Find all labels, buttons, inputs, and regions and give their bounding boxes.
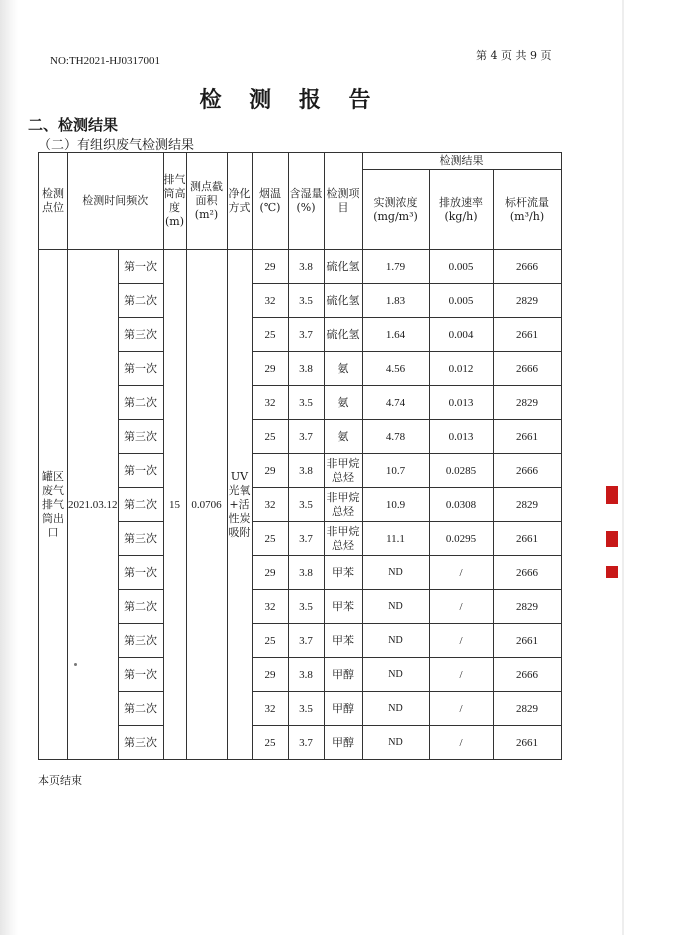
cell-frequency: 第一次 <box>118 454 163 488</box>
cell-temperature: 32 <box>252 386 288 420</box>
cell-moisture: 3.5 <box>288 488 324 522</box>
cell-temperature: 29 <box>252 250 288 284</box>
cell-temperature: 32 <box>252 284 288 318</box>
cell-frequency: 第三次 <box>118 522 163 556</box>
cell-moisture: 3.5 <box>288 590 324 624</box>
cell-frequency: 第二次 <box>118 590 163 624</box>
cell-point: 罐区废气排气筒出口 <box>39 250 68 760</box>
cell-frequency: 第一次 <box>118 352 163 386</box>
cell-temperature: 29 <box>252 658 288 692</box>
page-title: 检 测 报 告 <box>199 87 381 113</box>
cell-temperature: 29 <box>252 556 288 590</box>
cell-temperature: 25 <box>252 726 288 760</box>
header-time: 检测时间频次 <box>68 153 164 250</box>
cell-rate: / <box>429 624 493 658</box>
cell-rate: / <box>429 658 493 692</box>
header-height: 排气筒高度(m) <box>163 153 186 250</box>
cell-item: 氨 <box>324 386 362 420</box>
scan-fold-line <box>622 0 624 935</box>
cell-rate: 0.004 <box>429 318 493 352</box>
cell-concentration: 1.64 <box>362 318 429 352</box>
cell-temperature: 25 <box>252 318 288 352</box>
cell-temperature: 32 <box>252 590 288 624</box>
cell-flow: 2661 <box>493 624 561 658</box>
cell-concentration: 4.74 <box>362 386 429 420</box>
cell-flow: 2666 <box>493 250 561 284</box>
cell-item: 非甲烷总烃 <box>324 454 362 488</box>
cell-moisture: 3.7 <box>288 726 324 760</box>
cell-frequency: 第三次 <box>118 420 163 454</box>
cell-frequency: 第二次 <box>118 386 163 420</box>
cell-item: 甲醇 <box>324 692 362 726</box>
cell-concentration: 1.79 <box>362 250 429 284</box>
header-item: 检测项目 <box>324 153 362 250</box>
cell-moisture: 3.8 <box>288 454 324 488</box>
cell-flow: 2666 <box>493 658 561 692</box>
cell-item: 非甲烷总烃 <box>324 522 362 556</box>
cell-item: 非甲烷总烃 <box>324 488 362 522</box>
cell-temperature: 25 <box>252 420 288 454</box>
cell-flow: 2829 <box>493 692 561 726</box>
cell-moisture: 3.7 <box>288 624 324 658</box>
cell-flow: 2829 <box>493 386 561 420</box>
cell-flow: 2829 <box>493 284 561 318</box>
cell-item: 甲苯 <box>324 556 362 590</box>
cell-flow: 2666 <box>493 352 561 386</box>
cell-temperature: 32 <box>252 692 288 726</box>
cell-concentration: ND <box>362 692 429 726</box>
cell-rate: / <box>429 556 493 590</box>
cell-temperature: 29 <box>252 352 288 386</box>
cell-rate: 0.0308 <box>429 488 493 522</box>
section-title: 二、检测结果 <box>28 116 119 134</box>
results-table <box>38 152 562 760</box>
cell-temperature: 32 <box>252 488 288 522</box>
cell-item: 硫化氢 <box>324 250 362 284</box>
cell-item: 氨 <box>324 420 362 454</box>
cell-item: 氨 <box>324 352 362 386</box>
table-row <box>39 250 562 284</box>
cell-flow: 2666 <box>493 556 561 590</box>
cell-rate: / <box>429 590 493 624</box>
header-point: 检测点位 <box>39 153 68 250</box>
page-indicator: 第 4 页 共 9 页 <box>476 49 552 62</box>
cell-temperature: 29 <box>252 454 288 488</box>
scan-edge <box>0 0 18 935</box>
cell-rate: 0.012 <box>429 352 493 386</box>
cell-concentration: ND <box>362 590 429 624</box>
header-results-group: 检测结果 <box>362 153 561 170</box>
cell-moisture: 3.8 <box>288 352 324 386</box>
cell-item: 甲醇 <box>324 658 362 692</box>
cell-frequency: 第二次 <box>118 692 163 726</box>
cell-concentration: ND <box>362 556 429 590</box>
report-number: NO:TH2021-HJ0317001 <box>50 55 160 67</box>
cell-moisture: 3.5 <box>288 386 324 420</box>
cell-flow: 2661 <box>493 318 561 352</box>
header-temp: 烟温(℃) <box>252 153 288 250</box>
cell-flow: 2661 <box>493 522 561 556</box>
stamp-fragment <box>606 486 618 504</box>
cell-moisture: 3.7 <box>288 522 324 556</box>
cell-concentration: 4.56 <box>362 352 429 386</box>
cell-method: UV光氧+活性炭吸附 <box>227 250 252 760</box>
header-conc: 实测浓度(mg/m³) <box>362 170 429 250</box>
cell-concentration: ND <box>362 658 429 692</box>
cell-frequency: 第一次 <box>118 250 163 284</box>
cell-moisture: 3.5 <box>288 692 324 726</box>
cell-frequency: 第三次 <box>118 726 163 760</box>
cell-moisture: 3.8 <box>288 556 324 590</box>
cell-flow: 2661 <box>493 420 561 454</box>
cell-rate: 0.005 <box>429 284 493 318</box>
cell-concentration: 11.1 <box>362 522 429 556</box>
cell-concentration: ND <box>362 726 429 760</box>
cell-concentration: 4.78 <box>362 420 429 454</box>
cell-moisture: 3.7 <box>288 318 324 352</box>
header-method: 净化方式 <box>227 153 252 250</box>
cell-moisture: 3.8 <box>288 658 324 692</box>
cell-flow: 2829 <box>493 488 561 522</box>
cell-date: 2021.03.12 <box>68 250 119 760</box>
sub-title: （二）有组织废气检测结果 <box>38 138 195 153</box>
cell-item: 硫化氢 <box>324 318 362 352</box>
header-flow: 标杆流量(m³/h) <box>493 170 561 250</box>
cell-item: 甲醇 <box>324 726 362 760</box>
cell-rate: / <box>429 726 493 760</box>
header-area: 测点截面积(m²) <box>186 153 227 250</box>
cell-flow: 2829 <box>493 590 561 624</box>
cell-rate: 0.0295 <box>429 522 493 556</box>
stamp-fragment <box>606 531 618 547</box>
cell-moisture: 3.7 <box>288 420 324 454</box>
end-of-page-note: 本页结束 <box>38 774 82 787</box>
cell-item: 甲苯 <box>324 624 362 658</box>
cell-rate: / <box>429 692 493 726</box>
cell-rate: 0.013 <box>429 420 493 454</box>
cell-item: 硫化氢 <box>324 284 362 318</box>
cell-height: 15 <box>163 250 186 760</box>
cell-rate: 0.0285 <box>429 454 493 488</box>
cell-moisture: 3.8 <box>288 250 324 284</box>
cell-frequency: 第三次 <box>118 318 163 352</box>
cell-concentration: 1.83 <box>362 284 429 318</box>
cell-rate: 0.005 <box>429 250 493 284</box>
cell-moisture: 3.5 <box>288 284 324 318</box>
cell-flow: 2666 <box>493 454 561 488</box>
header-moisture: 含湿量(%) <box>288 153 324 250</box>
cell-temperature: 25 <box>252 624 288 658</box>
cell-temperature: 25 <box>252 522 288 556</box>
cell-frequency: 第三次 <box>118 624 163 658</box>
cell-area: 0.0706 <box>186 250 227 760</box>
cell-flow: 2661 <box>493 726 561 760</box>
cell-item: 甲苯 <box>324 590 362 624</box>
cell-frequency: 第二次 <box>118 284 163 318</box>
cell-rate: 0.013 <box>429 386 493 420</box>
cell-frequency: 第二次 <box>118 488 163 522</box>
cell-frequency: 第一次 <box>118 556 163 590</box>
stamp-fragment <box>606 566 618 578</box>
scan-speck <box>74 663 77 666</box>
cell-concentration: ND <box>362 624 429 658</box>
header-rate: 排放速率(kg/h) <box>429 170 493 250</box>
cell-concentration: 10.7 <box>362 454 429 488</box>
cell-frequency: 第一次 <box>118 658 163 692</box>
cell-concentration: 10.9 <box>362 488 429 522</box>
